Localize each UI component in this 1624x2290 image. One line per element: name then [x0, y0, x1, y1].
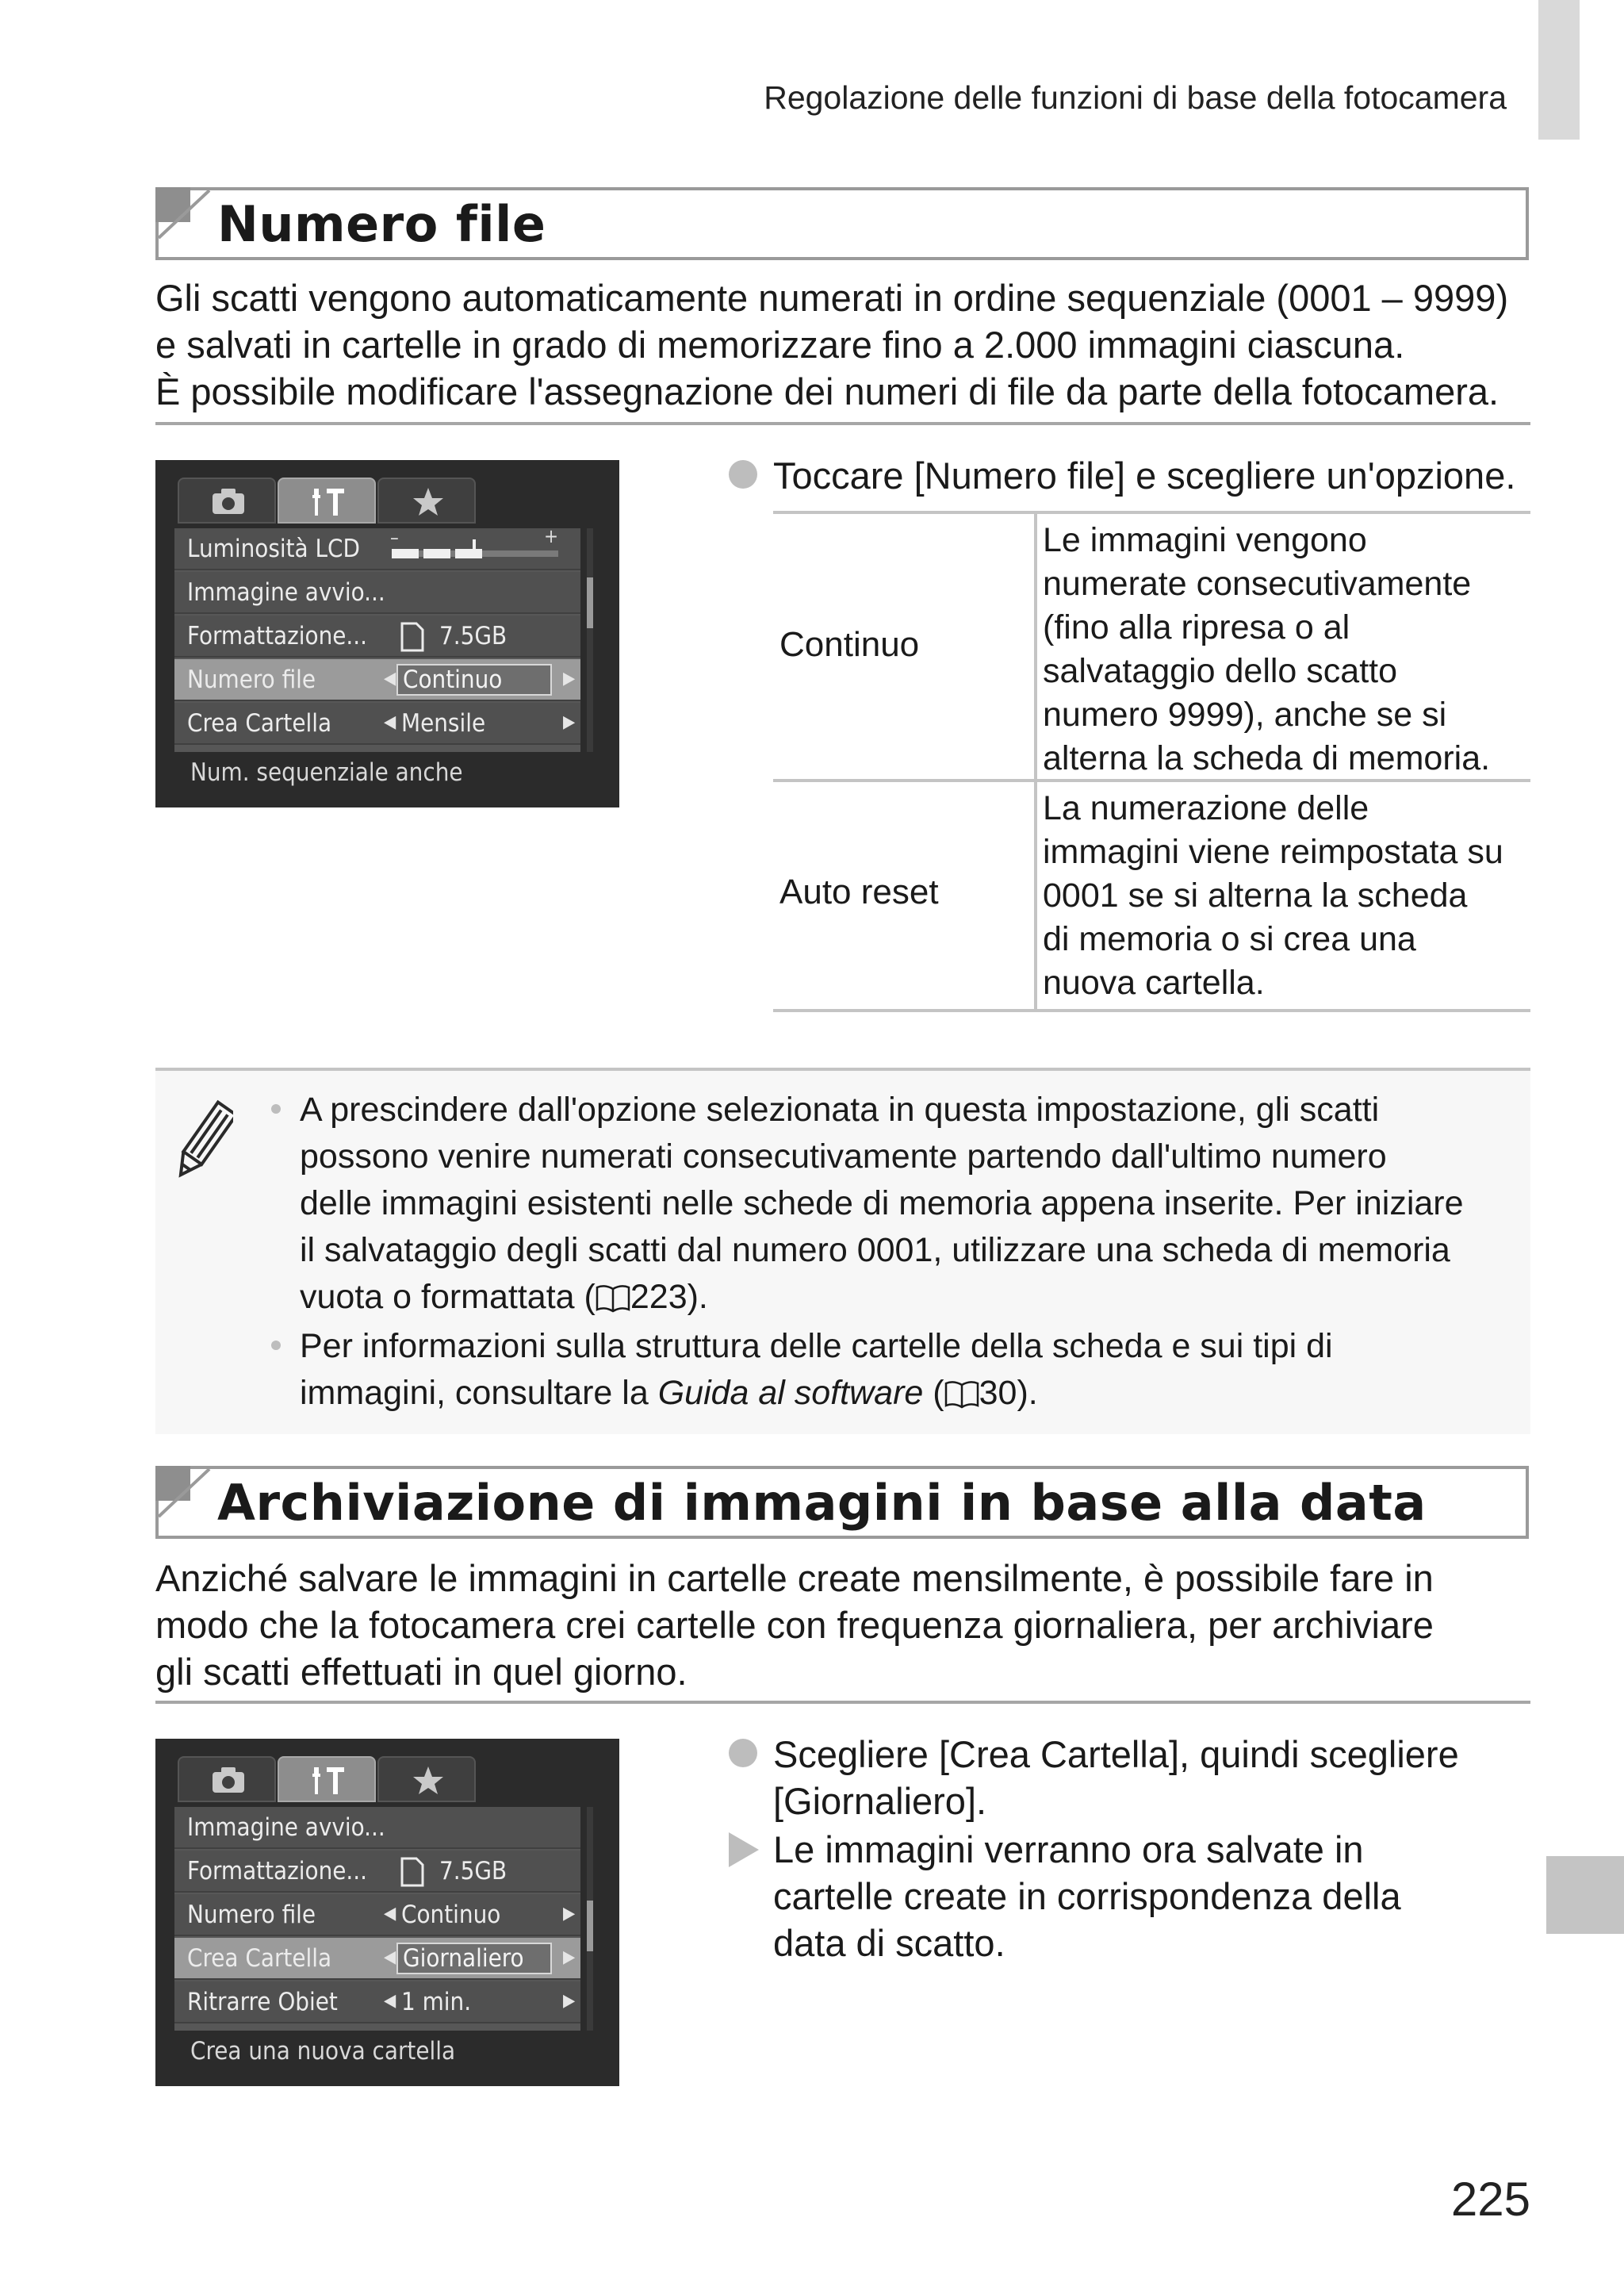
menu-row-label: Numero file: [187, 1901, 316, 1929]
step-text: Scegliere [Crea Cartella], quindi scegliere: [773, 1733, 1459, 1775]
intro-line: e salvati in cartelle in grado di memorizzare fino a 2.000 immagini ciascuna.: [155, 324, 1405, 366]
section-intro: [155, 274, 1535, 415]
star-icon: [409, 1764, 447, 1796]
desc-line: salvataggio dello scatto: [1043, 652, 1398, 690]
note-text: vuota o formattata (: [300, 1278, 596, 1316]
selected-value-box: [396, 664, 552, 696]
step-bullet-icon: [729, 1739, 757, 1767]
menu-row-value: 7.5GB: [439, 1857, 508, 1885]
pencil-note-icon: [173, 1099, 233, 1187]
menu-list: [174, 525, 580, 752]
page-reference[interactable]: 30: [979, 1374, 1017, 1412]
menu-tab-bar: [178, 1756, 590, 1802]
arrow-left-icon: ◀: [384, 1947, 396, 1967]
menu-row-ritrarre-obiet: [174, 1981, 580, 2023]
option-name: Continuo: [779, 625, 920, 664]
menu-row-label: Formattazione...: [187, 622, 367, 650]
book-reference-icon: [596, 1284, 630, 1313]
arrow-right-icon: ▶: [563, 1947, 576, 1967]
camera-menu-screenshot: [155, 460, 619, 807]
note-item: [300, 1323, 1537, 1417]
tab-shooting: [178, 1756, 276, 1802]
camera-icon: [209, 1764, 247, 1796]
menu-row-label: Immagine avvio...: [187, 1813, 385, 1842]
menu-scrollbar: [587, 1807, 593, 2031]
tab-my-menu: [377, 478, 476, 524]
menu-row-value: Continuo: [403, 666, 503, 694]
menu-row-value: 7.5GB: [439, 622, 508, 650]
option-name: Auto reset: [779, 873, 939, 911]
menu-list: [174, 1807, 580, 2031]
menu-row-label: Formattazione...: [187, 1857, 367, 1885]
menu-row-immagine-avvio: [174, 572, 580, 614]
note-text: immagini, consultare la: [300, 1374, 658, 1412]
arrow-right-icon: ▶: [563, 1991, 576, 2011]
page-reference[interactable]: 223: [630, 1278, 688, 1316]
tab-setup: [278, 1756, 376, 1802]
desc-line: La numerazione delle: [1043, 789, 1369, 827]
menu-row-label: Immagine avvio...: [187, 578, 385, 607]
desc-line: di memoria o si crea una: [1043, 920, 1416, 958]
menu-row-label: Luminosità LCD: [187, 535, 360, 563]
running-header: Regolazione delle funzioni di base della fotocamera: [764, 79, 1507, 116]
side-tab-marker: [1538, 0, 1580, 140]
section-title: Numero file: [217, 195, 546, 253]
menu-row-formattazione: [174, 1851, 580, 1893]
book-reference-icon: [944, 1380, 979, 1409]
menu-hint-text: Crea una nuova cartella: [190, 2037, 456, 2066]
intro-line: Gli scatti vengono automaticamente numerati in ordine sequenziale (0001 – 9999): [155, 277, 1509, 319]
note-line: A prescindere dall'opzione selezionata in questa impostazione, gli scatti: [300, 1091, 1380, 1129]
desc-line: Le immagini vengono: [1043, 521, 1367, 559]
section-divider: [155, 422, 1530, 425]
intro-line: gli scatti effettuati in quel giorno.: [155, 1651, 688, 1693]
section-divider: [155, 1701, 1530, 1704]
desc-line: numero 9999), anche se si: [1043, 696, 1447, 734]
note-line: delle immagini esistenti nelle schede di memoria appena inserite. Per iniziare: [300, 1184, 1464, 1222]
note-text: (: [923, 1374, 944, 1412]
step-text: [Giornaliero].: [773, 1780, 987, 1822]
menu-row-crea-cartella-selected: [174, 1938, 580, 1980]
table-column-divider: [1034, 514, 1037, 779]
scrollbar-thumb: [587, 577, 593, 628]
note-bullet-icon: [271, 1341, 281, 1350]
arrow-right-icon: ▶: [563, 1904, 576, 1924]
menu-row-value: Mensile: [401, 709, 486, 738]
menu-tab-bar: [178, 478, 590, 524]
result-text: data di scatto.: [773, 1922, 1005, 1964]
result-arrow-icon: [729, 1832, 759, 1867]
memory-card-icon: [400, 622, 425, 652]
table-column-divider: [1034, 782, 1037, 1009]
menu-row-value: 1 min.: [401, 1988, 472, 2016]
note-line: [300, 1274, 1537, 1321]
arrow-right-icon: ▶: [563, 712, 576, 732]
tools-icon: [309, 1764, 354, 1797]
intro-line: Anziché salvare le immagini in cartelle create mensilmente, è possibile fare in: [155, 1557, 1434, 1599]
menu-row-label: Numero file: [187, 666, 316, 694]
note-line: il salvataggio degli scatti dal numero 0001, utilizzare una scheda di memoria: [300, 1231, 1450, 1269]
menu-hint-text: Num. sequenziale anche: [190, 758, 463, 787]
brightness-level-bar: [392, 539, 558, 563]
scrollbar-thumb: [587, 1901, 593, 1951]
desc-line: nuova cartella.: [1043, 964, 1265, 1002]
step-bullet-icon: [729, 460, 757, 489]
note-text: ).: [687, 1278, 708, 1316]
desc-line: (fino alla ripresa o al: [1043, 608, 1350, 646]
note-bullet-icon: [271, 1104, 281, 1114]
menu-row-value: Continuo: [401, 1901, 501, 1929]
tools-icon: [309, 485, 354, 519]
result-text: cartelle create in corrispondenza della: [773, 1875, 1401, 1917]
option-description: [1043, 519, 1526, 781]
tab-shooting: [178, 478, 276, 524]
memory-card-icon: [400, 1857, 425, 1887]
menu-row-label: Crea Cartella: [187, 1944, 332, 1973]
menu-row-formattazione: [174, 616, 580, 658]
selected-value-box: [396, 1943, 552, 1974]
section-heading-archiviazione: [155, 1466, 1529, 1539]
section-intro: [155, 1555, 1535, 1695]
menu-row-immagine-avvio: [174, 1807, 580, 1849]
desc-line: 0001 se si alterna la scheda: [1043, 876, 1468, 915]
menu-row-numero-file-selected: [174, 659, 580, 701]
menu-row-luminosita-lcd: [174, 525, 580, 570]
arrow-left-icon: ◀: [384, 1991, 396, 2011]
intro-line: modo che la fotocamera crei cartelle con frequenza giornaliera, per archiviare: [155, 1604, 1434, 1646]
arrow-left-icon: ◀: [384, 669, 396, 689]
chapter-tab-marker: [1546, 1856, 1624, 1934]
menu-row-label: Crea Cartella: [187, 709, 332, 738]
heading-slash-decoration: [159, 1469, 214, 1536]
heading-slash-decoration: [159, 190, 214, 257]
menu-row-numero-file: [174, 1894, 580, 1936]
note-line: possono venire numerati consecutivamente partendo dall'ultimo numero: [300, 1137, 1387, 1176]
section-heading-numero-file: [155, 187, 1529, 260]
desc-line: numerate consecutivamente: [1043, 565, 1472, 603]
arrow-left-icon: ◀: [384, 712, 396, 732]
step-text: Toccare [Numero file] e scegliere un'opzione.: [773, 455, 1516, 497]
desc-line: alterna la scheda di memoria.: [1043, 739, 1491, 777]
brightness-minus-label: –: [390, 527, 399, 549]
tab-my-menu: [377, 1756, 476, 1802]
section-title: Archiviazione di immagini in base alla data: [217, 1474, 1427, 1532]
menu-row-value: Giornaliero: [403, 1944, 524, 1973]
desc-line: immagini viene reimpostata su: [1043, 833, 1503, 871]
arrow-left-icon: ◀: [384, 1904, 396, 1924]
note-line: Per informazioni sulla struttura delle cartelle della scheda e sui tipi di: [300, 1327, 1333, 1365]
note-text: ).: [1017, 1374, 1038, 1412]
intro-line: È possibile modificare l'assegnazione dei numeri di file da parte della fotocamera.: [155, 370, 1500, 412]
software-guide-title: Guida al software: [657, 1374, 924, 1412]
menu-row-label: Ritrarre Obiet: [187, 1988, 338, 2016]
table-row-continuo: [773, 514, 1530, 782]
step-result: [773, 1826, 1534, 1966]
note-item: [300, 1087, 1537, 1321]
note-line: [300, 1370, 1537, 1417]
arrow-right-icon: ▶: [563, 669, 576, 689]
result-text: Le immagini verranno ora salvate in: [773, 1828, 1364, 1870]
table-row-auto-reset: [773, 782, 1530, 1012]
camera-menu-screenshot: [155, 1739, 619, 2086]
step-instruction: [773, 1731, 1534, 1824]
camera-icon: [209, 485, 247, 517]
tab-setup: [278, 478, 376, 524]
menu-row-crea-cartella: [174, 703, 580, 745]
option-description: [1043, 787, 1526, 1005]
menu-scrollbar: [587, 528, 593, 752]
page-number: 225: [1450, 2173, 1530, 2226]
star-icon: [409, 485, 447, 517]
step-instruction: [773, 452, 1534, 499]
brightness-plus-label: +: [544, 525, 559, 547]
